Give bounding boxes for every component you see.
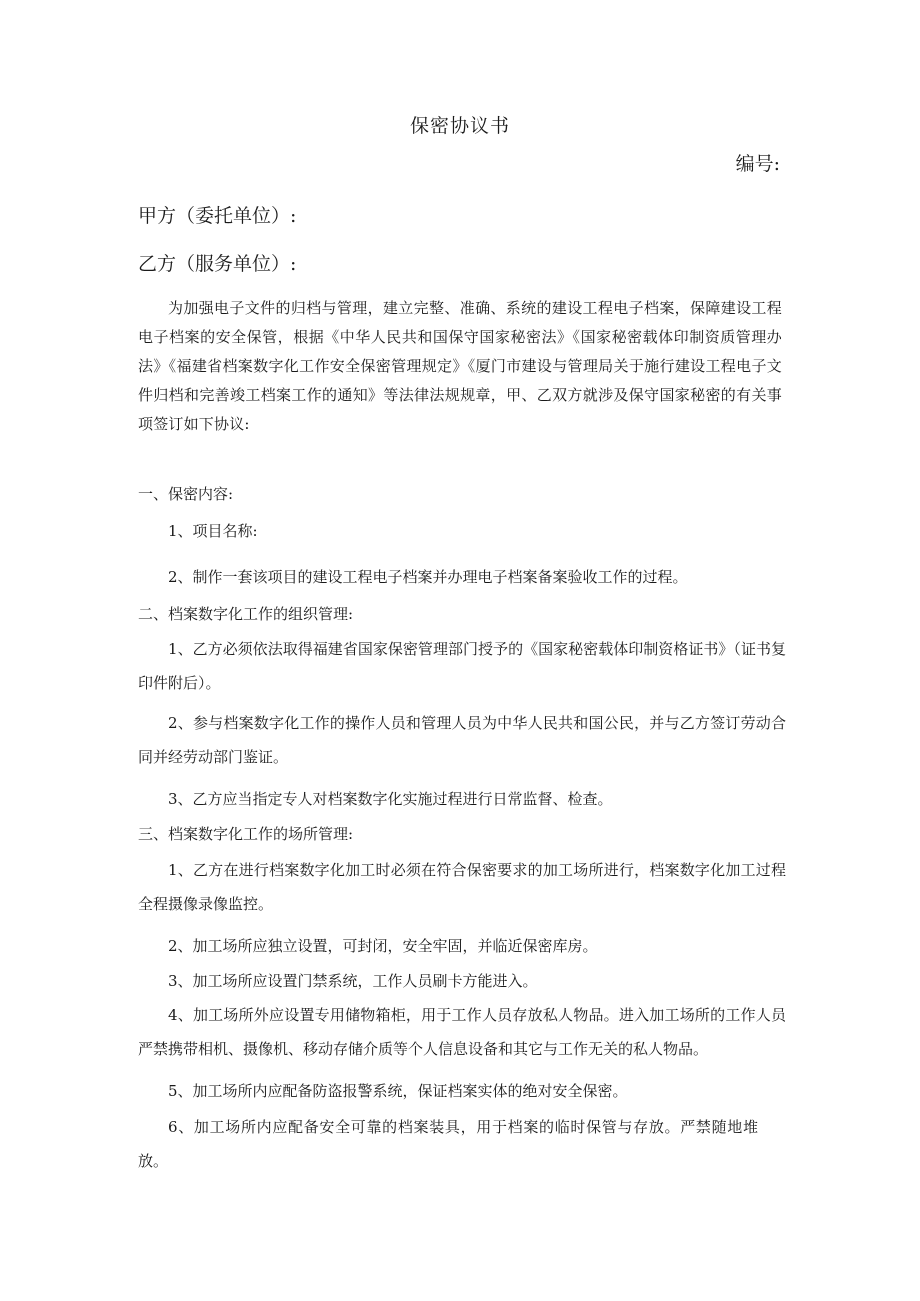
section-heading: 二、档案数字化工作的组织管理: <box>138 605 354 623</box>
clause: 4、加工场所外应设置专用储物箱柜，用于工作人员存放私人物品。进入加工场所的工作人员严禁携带相机、摄像机、移动存储介质等个人信息设备和其它与工作无关的私人物品。 <box>138 1006 786 1058</box>
clause: 2、制作一套该项目的建设工程电子档案并办理电子档案备案验收工作的过程。 <box>168 568 688 586</box>
clause: 1、项目名称: <box>168 522 258 540</box>
clause: 6、加工场所内应配备安全可靠的档案装具，用于档案的临时保管与存放。严禁随地堆放。 <box>138 1118 758 1170</box>
intro-paragraph: 为加强电子文件的归档与管理，建立完整、准确、系统的建设工程电子档案，保障建设工程电子档案的安全保管，根据《中华人民共和国保守国家秘密法》《国家秘密载体印制资质管理办法》《福建省档案数字化工作安全保密管理规定》《厦门市建设与管理局关于施行建设工程电子文件归档和完善竣工档案工作的通知》等法律法规规章，甲、乙双方就涉及保守国家秘密的有关事项签订如下协议: <box>138 299 782 433</box>
party-a-label: 甲方（委托单位）: <box>138 205 297 227</box>
clause: 1、乙方在进行档案数字化加工时必须在符合保密要求的加工场所进行，档案数字化加工过程全程摄像录像监控。 <box>138 861 786 913</box>
clause: 5、加工场所内应配备防盗报警系统，保证档案实体的绝对安全保密。 <box>168 1082 628 1100</box>
clause: 3、加工场所应设置门禁系统，工作人员刷卡方能进入。 <box>168 972 538 990</box>
clause: 2、参与档案数字化工作的操作人员和管理人员为中华人民共和国公民，并与乙方签订劳动合同并经劳动部门鉴证。 <box>138 714 786 766</box>
document-title: 保密协议书 <box>409 115 510 137</box>
document-number-label: 编号: <box>735 153 780 175</box>
clause: 2、加工场所应独立设置，可封闭，安全牢固，并临近保密库房。 <box>168 937 598 955</box>
clause: 3、乙方应当指定专人对档案数字化实施过程进行日常监督、检查。 <box>168 790 613 808</box>
section-heading: 一、保密内容: <box>138 485 234 503</box>
clause: 1、乙方必须依法取得福建省国家保密管理部门授予的《国家秘密载体印制资格证书》（证书复印件附后）。 <box>138 640 786 692</box>
party-b-label: 乙方（服务单位）: <box>138 253 297 275</box>
section-heading: 三、档案数字化工作的场所管理: <box>138 825 354 843</box>
